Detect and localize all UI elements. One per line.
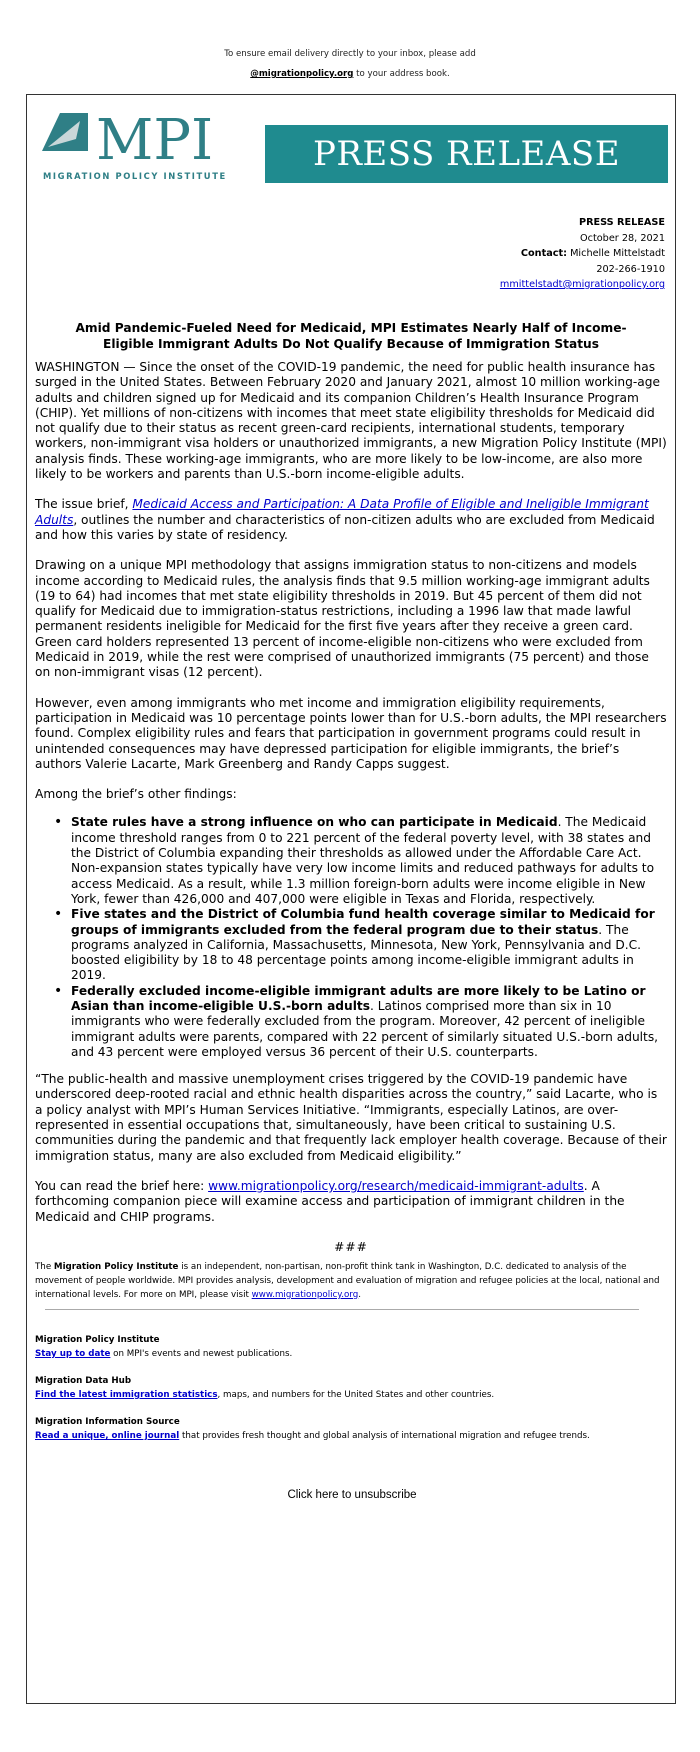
brief-url-link[interactable]: www.migrationpolicy.org/research/medicaid-immigrant-adults <box>208 1178 584 1193</box>
finding-text: . The programs analyzed in California, Massachusetts, Minnesota, New York, Pennsylvania and D.C. boosted eligibility by 18 to 48 percentage points among income-eligible immigrant adults in 2019. <box>71 922 642 983</box>
logo-subtitle: MIGRATION POLICY INSTITUTE <box>43 171 227 181</box>
preheader-line: To ensure email delivery directly to your inbox, please add <box>224 49 476 59</box>
finding-text: . Latinos comprised more than six in 10 immigrants who were federally excluded from the program. Moreover, 42 percent of ineligible immigrant adults were parents, compared with 22 percent of similarly situated U.S.-born adults, and 43 percent were employed versus 36 percent of their U.S. counterparts. <box>71 998 659 1059</box>
mpi-website-link[interactable]: www.migrationpolicy.org <box>251 1289 359 1300</box>
contact-line <box>500 246 665 262</box>
press-release-banner: PRESS RELEASE <box>265 125 668 183</box>
p7-prefix: You can read the brief here: <box>35 1178 209 1193</box>
paragraph-quote: “The public-health and massive unemployment crises triggered by the COVID-19 pandemic have underscored deep-rooted racial and ethnic health disparities across the country,” said Lacarte, who is a policy analyst with MPI’s Human Services Initiative. “Immigrants, especially Latinos, are over-represented in essential occupations that, simultaneously, have been critical to sustaining U.S. communities during the pandemic and that frequently lack employer health coverage. Because of their immigration status, many are also excluded from Medicaid eligibility.” <box>35 1072 667 1163</box>
footer-links <box>35 1333 667 1456</box>
p2-prefix: The issue brief, <box>35 497 133 512</box>
about-name: Migration Policy Institute <box>53 1261 179 1272</box>
paragraph-issue-brief <box>35 497 667 543</box>
end-marker: ### <box>334 1239 368 1254</box>
footer-title: Migration Information Source <box>35 1417 180 1427</box>
logo-shape <box>42 113 88 151</box>
finding-item <box>71 984 667 1060</box>
mpi-logo-icon <box>40 109 245 179</box>
online-journal-link[interactable]: Read a unique, online journal <box>35 1431 180 1441</box>
headline: Amid Pandemic-Fueled Need for Medicaid, MPI Estimates Nearly Half of Income-Eligible Immigrant Adults Do Not Qualify Because of Immigration Status <box>75 321 627 351</box>
release-date: October 28, 2021 <box>580 232 665 244</box>
footer-text: on MPI's events and newest publications. <box>110 1349 293 1359</box>
unsubscribe <box>27 1489 677 1501</box>
findings-list <box>35 815 667 1060</box>
contact-phone: 202-266-1910 <box>596 263 665 275</box>
preheader-suffix: to your address book. <box>353 69 450 79</box>
finding-text: . The Medicaid income threshold ranges from 0 to 221 percent of the federal poverty level, with 38 states and the District of Columbia expanding their thresholds as allowed under the Affordable Care Act. Non-expansion states typically have very low income limits and reduced pathways for adults to access Medicaid. As a result, while 1.3 million foreign-born adults were income eligible in New York, fewer than 426,000 and 407,000 were eligible in Texas and Florida, respectively. <box>71 815 655 906</box>
paragraph-read-brief <box>35 1179 667 1225</box>
contact-block <box>500 215 665 293</box>
p7-suffix: . A forthcoming companion piece will examine access and participation of immigrant children in the Medicaid and CHIP programs. <box>35 1178 625 1224</box>
contact-email-link[interactable]: mmittelstadt@migrationpolicy.org <box>499 279 665 290</box>
finding-bold: Federally excluded income-eligible immigrant adults are more likely to be Latino or Asian than income-eligible U.S.-born adults <box>71 983 646 1013</box>
finding-item <box>71 907 667 983</box>
preheader-line-2 <box>0 64 700 84</box>
unsubscribe-link[interactable]: Click here to unsubscribe <box>287 1489 417 1501</box>
address-book-email[interactable]: @migrationpolicy.org <box>250 69 354 79</box>
article-body <box>35 320 667 1302</box>
paragraph-methodology: Drawing on a unique MPI methodology that assigns immigration status to non-citizens and models income according to Medicaid rules, the analysis finds that 9.5 million working-age immigrant adults (19 to 64) had incomes that met state eligibility thresholds in 2019. But 45 percent of them did not qualify for Medicaid due to immigration-status restrictions, including a 1996 law that made lawful permanent residents ineligible for Medicaid for the first five years after they receive a green card. Green card holders represented 13 percent of income-eligible non-citizens who were excluded from Medicaid in 2019, while the rest were comprised of unauthorized immigrants (75 percent) and those on non-immigrant visas (12 percent). <box>35 558 650 680</box>
finding-bold: Five states and the District of Columbia fund health coverage similar to Medicaid for groups of immigrants excluded from the federal program due to their status <box>71 907 655 937</box>
stay-up-to-date-link[interactable]: Stay up to date <box>35 1349 111 1359</box>
immigration-statistics-link[interactable]: Find the latest immigration statistics <box>35 1390 218 1400</box>
paragraph-findings-intro: Among the brief’s other findings: <box>35 787 237 802</box>
logo-wordmark: MPI <box>96 109 214 173</box>
paragraph-intro: WASHINGTON — Since the onset of the COVID-19 pandemic, the need for public health insurance has surged in the United States. Between February 2020 and January 2021, almost 10 million working-age adults and children signed up for Medicaid and its companion Children’s Health Insurance Program (CHIP). Yet millions of non-citizens with incomes that meet state eligibility thresholds for Medicaid did not qualify due to their status as recent green-card recipients, international students, temporary workers, non-immigrant visa holders or unauthorized immigrants, a new Migration Policy Institute (MPI) analysis finds. These working-age immigrants, who are more likely to be low-income, are also more likely to be workers and parents than U.S.-born income-eligible adults. <box>35 360 667 482</box>
press-release-label: PRESS RELEASE <box>578 217 665 228</box>
footer-block-information-source <box>35 1415 667 1443</box>
footer-title: Migration Policy Institute <box>35 1335 160 1345</box>
preheader <box>0 44 700 84</box>
footer-block-mpi <box>35 1333 667 1361</box>
contact-label: Contact: <box>520 248 567 259</box>
about-text: is an independent, non-partisan, non-profit think tank in Washington, D.C. dedicated to analysis of the movement of people worldwide. MPI provides analysis, development and evaluation of migration and refugee policies at the local, national and international levels. For more on MPI, please visit <box>35 1261 660 1300</box>
email-frame <box>26 94 676 1704</box>
footer-block-data-hub <box>35 1374 667 1402</box>
issue-brief-link[interactable]: Medicaid Access and Participation: A Data Profile of Eligible and Ineligible Immigrant Adults <box>35 497 649 527</box>
about-suffix: . <box>358 1289 361 1300</box>
about-prefix: The <box>35 1261 54 1272</box>
p2-suffix: , outlines the number and characteristics of non-citizen adults who are excluded from Medicaid and how this varies by state of residency. <box>35 512 655 542</box>
finding-item <box>71 815 667 907</box>
footer-title: Migration Data Hub <box>35 1376 132 1386</box>
finding-bold: State rules have a strong influence on who can participate in Medicaid <box>71 815 558 830</box>
footer-text: that provides fresh thought and global analysis of international migration and refugee trends. <box>179 1431 590 1441</box>
paragraph-participation: However, even among immigrants who met income and immigration eligibility requirements, participation in Medicaid was 10 percentage points lower than for U.S.-born adults, the MPI researchers found. Complex eligibility rules and fears that participation in government programs could result in unintended consequences may have depressed participation for eligible immigrants, the brief’s authors Valerie Lacarte, Mark Greenberg and Randy Capps suggest. <box>35 695 667 771</box>
footer-text: , maps, and numbers for the United States and other countries. <box>217 1390 495 1400</box>
contact-name: Michelle Mittelstadt <box>566 248 665 259</box>
about-mpi <box>35 1260 667 1302</box>
divider <box>45 1309 639 1310</box>
